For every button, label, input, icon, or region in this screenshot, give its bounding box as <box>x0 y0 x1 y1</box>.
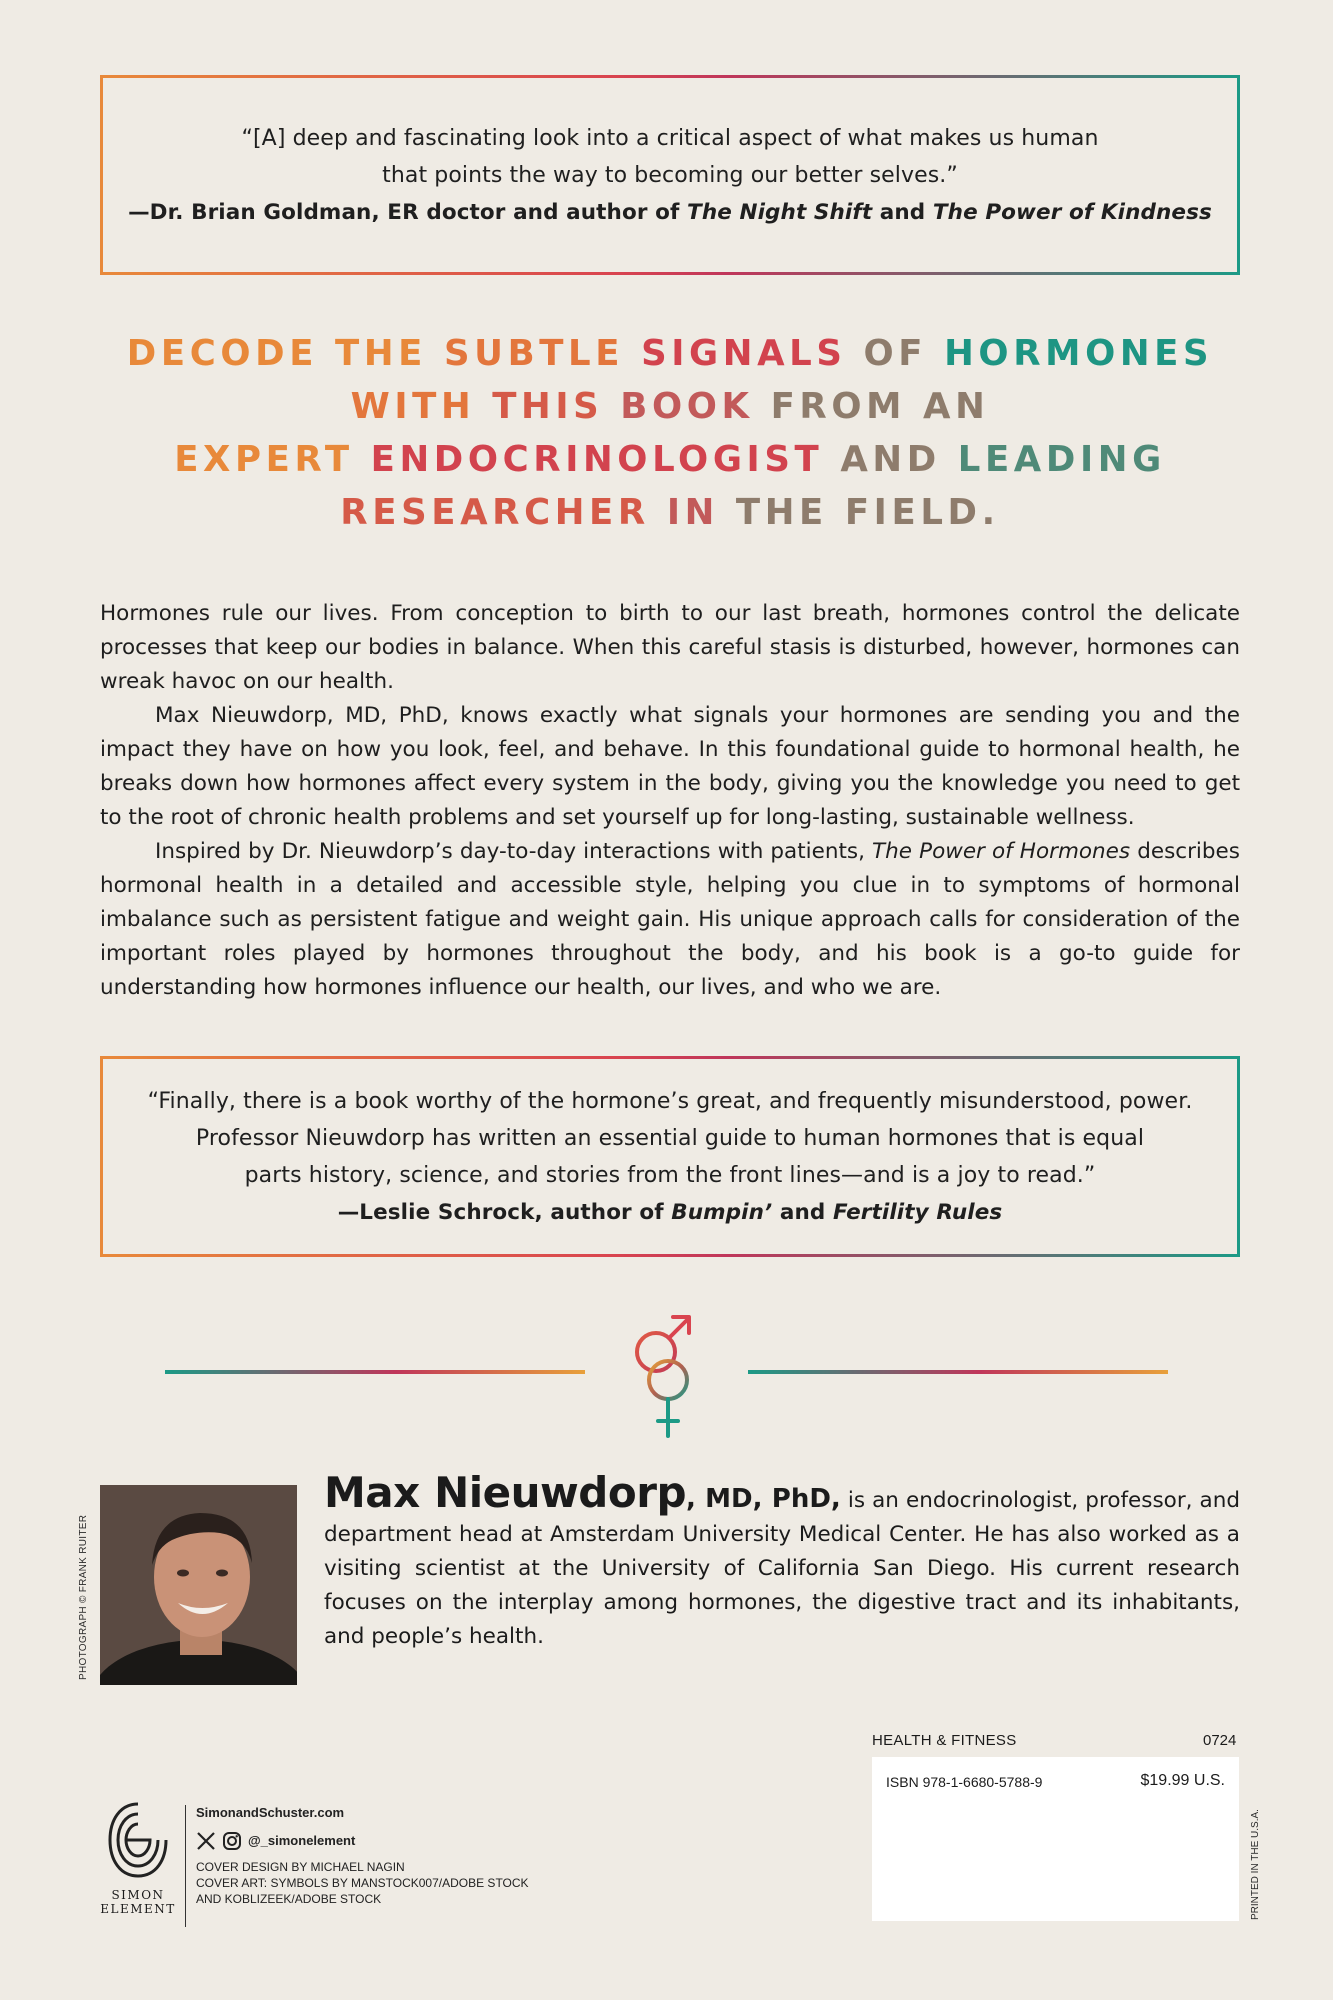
headline-word: THE FIELD. <box>735 492 1000 533</box>
divider-rule-right <box>748 1370 1168 1374</box>
social-handle[interactable]: @_simonelement <box>248 1833 356 1848</box>
publisher-logo-text <box>98 1888 178 1916</box>
barcode-area <box>872 1757 1239 1921</box>
logo-divider <box>185 1805 186 1927</box>
author-photo <box>100 1485 297 1685</box>
cover-credits <box>196 1859 529 1907</box>
bottom-quote-line-1: “Finally, there is a book worthy of the hormone’s great, and frequently misunderstood, power. <box>147 1088 1193 1114</box>
description-paragraph-3 <box>100 835 1240 1005</box>
headline-line-3 <box>100 433 1240 486</box>
publisher-website[interactable]: SimonandSchuster.com <box>196 1805 345 1820</box>
headline-word: LEADING <box>957 439 1166 480</box>
author-credentials: , MD, PhD, <box>686 1484 841 1514</box>
printed-in: PRINTED IN THE U.S.A. <box>1250 1809 1261 1920</box>
description-paragraph-2: Max Nieuwdorp, MD, PhD, knows exactly what signals your hormones are sending you and the impact they have on how you look, feel, and behave. In this foundational guide to hormonal health, he breaks down how hormones affect every system in the body, giving you the knowledge you need to get to the root of chronic health problems and set yourself up for long-lasting, sustainable wellness. <box>100 703 1240 830</box>
price: $19.99 U.S. <box>1140 1772 1225 1789</box>
bottom-quote-attr-title-2: Fertility Rules <box>832 1199 1003 1225</box>
top-quote-line-1: “[A] deep and fascinating look into a critical aspect of what makes us human <box>241 125 1099 151</box>
bottom-quote-line-3: parts history, science, and stories from the front lines—and is a joy to read.” <box>244 1162 1096 1188</box>
top-quote-attr-and: and <box>872 199 933 225</box>
headline-word: BOOK <box>620 386 771 427</box>
author-portrait-icon <box>100 1485 297 1685</box>
description-book-title: The Power of Hormones <box>872 839 1131 864</box>
isbn: ISBN 978-1-6680-5788-9 <box>886 1774 1043 1790</box>
author-bio-text: is an endocrinologist, professor, and department head at Amsterdam University Medical Center. He has also worked as a visiting scientist at the University of California San Diego. His current research focuses on the interplay among hormones, the digestive tract and its inhabitants, and people’s health. <box>324 1488 1241 1649</box>
bottom-quote-box <box>100 1056 1240 1257</box>
social-links <box>196 1831 529 1851</box>
top-quote-attr-prefix: —Dr. Brian Goldman, ER doctor and author of <box>128 199 688 225</box>
headline-word: EXPERT <box>174 439 371 480</box>
author-bio <box>324 1468 1241 1654</box>
headline-word: AND <box>840 439 958 480</box>
simon-element-logo-icon <box>106 1800 170 1880</box>
description-paragraph-1: Hormones rule our lives. From conception to birth to our last breath, hormones control the delicate processes that keep our bodies in balance. When this careful stasis is disturbed, however, hormones can wreak havoc on our health. <box>100 601 1240 694</box>
headline-word: WITH <box>350 386 493 427</box>
headline-word: SIGNALS <box>641 333 864 374</box>
cover-credit-2: COVER ART: SYMBOLS BY MANSTOCK007/ADOBE STOCK <box>196 1876 529 1890</box>
x-logo-icon[interactable] <box>196 1831 216 1851</box>
headline-word: SUBTLE <box>443 333 642 374</box>
gender-symbols-icon <box>626 1300 706 1440</box>
instagram-icon[interactable] <box>222 1831 242 1851</box>
author-name: Max Nieuwdorp <box>324 1468 687 1517</box>
headline-word: FROM AN <box>770 386 990 427</box>
book-description <box>100 597 1240 1005</box>
bottom-quote-attr-and: and <box>772 1199 833 1225</box>
headline-line-1 <box>100 327 1240 380</box>
top-quote-attribution <box>128 194 1212 231</box>
headline-word: RESEARCHER <box>340 492 667 533</box>
headline-word: IN <box>666 492 736 533</box>
headline-word: ENDOCRINOLOGIST <box>370 439 841 480</box>
logo-line-2: ELEMENT <box>100 1902 176 1916</box>
cover-credit-3: AND KOBLIZEEK/ADOBE STOCK <box>196 1892 382 1906</box>
top-quote-inner <box>103 78 1237 272</box>
bottom-quote-attr-prefix: —Leslie Schrock, author of <box>337 1199 672 1225</box>
headline-line-2 <box>100 380 1240 433</box>
bottom-quote-inner <box>103 1059 1237 1254</box>
book-category: HEALTH & FITNESS <box>872 1732 1017 1749</box>
description-p3-post: describes hormonal health in a detailed and accessible style, helping you clue in to symptoms of hormonal imbalance such as persistent fatigue and weight gain. His unique approach calls for consideration of the important roles played by hormones throughout the body, and his book is a go-to guide for understanding how hormones influence our health, our lives, and who we are. <box>100 839 1240 1000</box>
category-code: 0724 <box>1203 1732 1237 1749</box>
ornament-divider <box>0 1300 1333 1440</box>
bottom-quote-attribution <box>338 1194 1003 1231</box>
top-quote-attr-title-2: The Power of Kindness <box>932 199 1212 225</box>
divider-rule-left <box>165 1370 585 1374</box>
top-quote-attr-title-1: The Night Shift <box>687 199 873 225</box>
headline-line-4 <box>100 486 1240 539</box>
logo-line-1: SIMON <box>111 1888 165 1902</box>
headline-word: DECODE THE <box>126 333 444 374</box>
headline <box>100 327 1240 539</box>
photo-credit: PHOTOGRAPH © FRANK RUITER <box>78 1514 89 1680</box>
description-p3-pre: Inspired by Dr. Nieuwdorp’s day-to-day interactions with patients, <box>155 839 873 864</box>
headline-word: THIS <box>492 386 621 427</box>
cover-credit-1: COVER DESIGN BY MICHAEL NAGIN <box>196 1860 405 1874</box>
bottom-quote-attr-title-1: Bumpin’ <box>671 1199 773 1225</box>
headline-word: OF <box>863 333 945 374</box>
top-quote-box <box>100 75 1240 275</box>
headline-word: HORMONES <box>944 333 1214 374</box>
bottom-quote-line-2: Professor Nieuwdorp has written an essential guide to human hormones that is equal <box>195 1125 1145 1151</box>
publisher-credits <box>196 1805 529 1907</box>
publisher-logo <box>98 1800 178 1930</box>
top-quote-line-2: that points the way to becoming our better selves.” <box>382 162 958 188</box>
